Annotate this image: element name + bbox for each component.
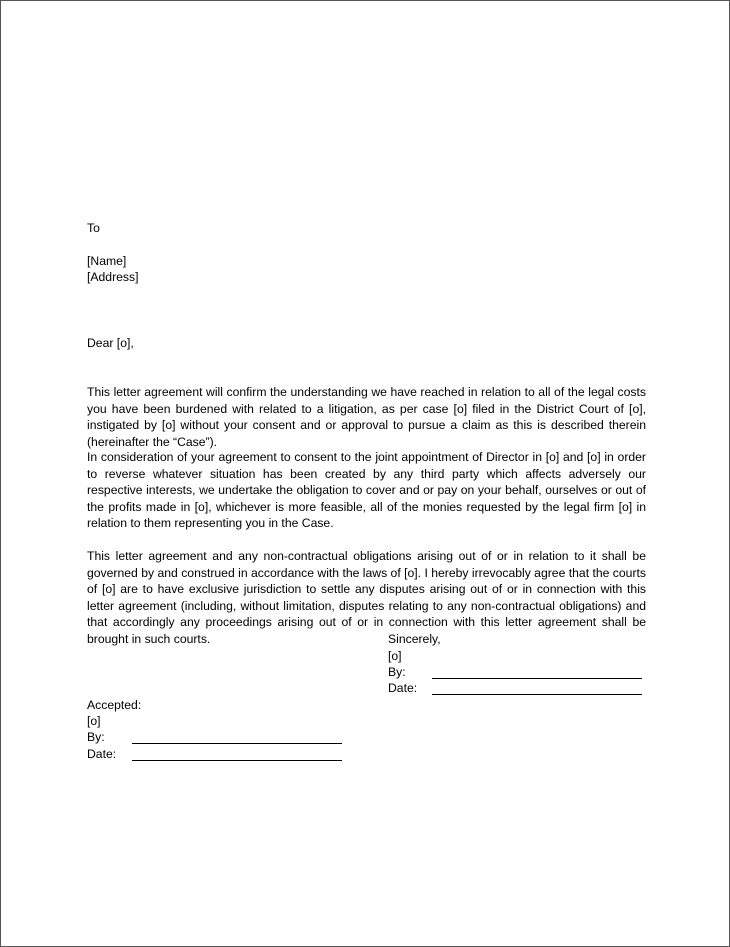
accepted-party: [o] <box>87 714 101 728</box>
accepted-date-line <box>132 760 342 761</box>
accepted-by-line <box>132 743 342 744</box>
accepted-label: Accepted: <box>87 698 142 712</box>
paragraph-3: This letter agreement and any non-contractual obligations arising out of or in relation to it shall be governed by and construed in accordance with the laws of [o]. I hereby irrevocably agree that the courts of [o] are to have exclusive jurisdiction to settle any disputes arising out of or in connection with this letter agreement (including, without limitation, disputes relating to any non-contractual obligations) and that accordingly any proceedings arising out of or in connection with this letter agreement shall be brought in such courts. <box>87 549 646 646</box>
signature-party: [o] <box>388 649 402 663</box>
recipient-name: [Name] <box>87 254 127 268</box>
signature-date-line <box>432 694 642 695</box>
accepted-by-label: By: <box>87 730 105 744</box>
recipient-address: [Address] <box>87 270 139 284</box>
to-label: To <box>87 221 100 235</box>
signature-by-line <box>432 678 642 679</box>
accepted-date-label: Date: <box>87 747 117 761</box>
signature-date-label: Date: <box>388 681 418 695</box>
salutation: Dear [o], <box>87 336 134 350</box>
closing: Sincerely, <box>388 632 441 646</box>
paragraph-1: This letter agreement will confirm the understanding we have reached in relation to all of the legal costs you have been burdened with related to a litigation, as per case [o] filed in the District Court of [o], instigated by [o] without your consent and or approval to pursue a claim as this is described therein (hereinafter the “Case”). <box>87 385 646 449</box>
signature-by-label: By: <box>388 665 406 679</box>
paragraph-2: In consideration of your agreement to consent to the joint appointment of Director in [o] and [o] in order to reverse whatever situation has been created by any third party which affects adversely our respective interests, we undertake the obligation to cover and or pay on your behalf, ourselves or out of the profits made in [o], whichever is more feasible, all of the monies requested by the legal firm [o] in relation to them representing you in the Case. <box>87 450 646 530</box>
